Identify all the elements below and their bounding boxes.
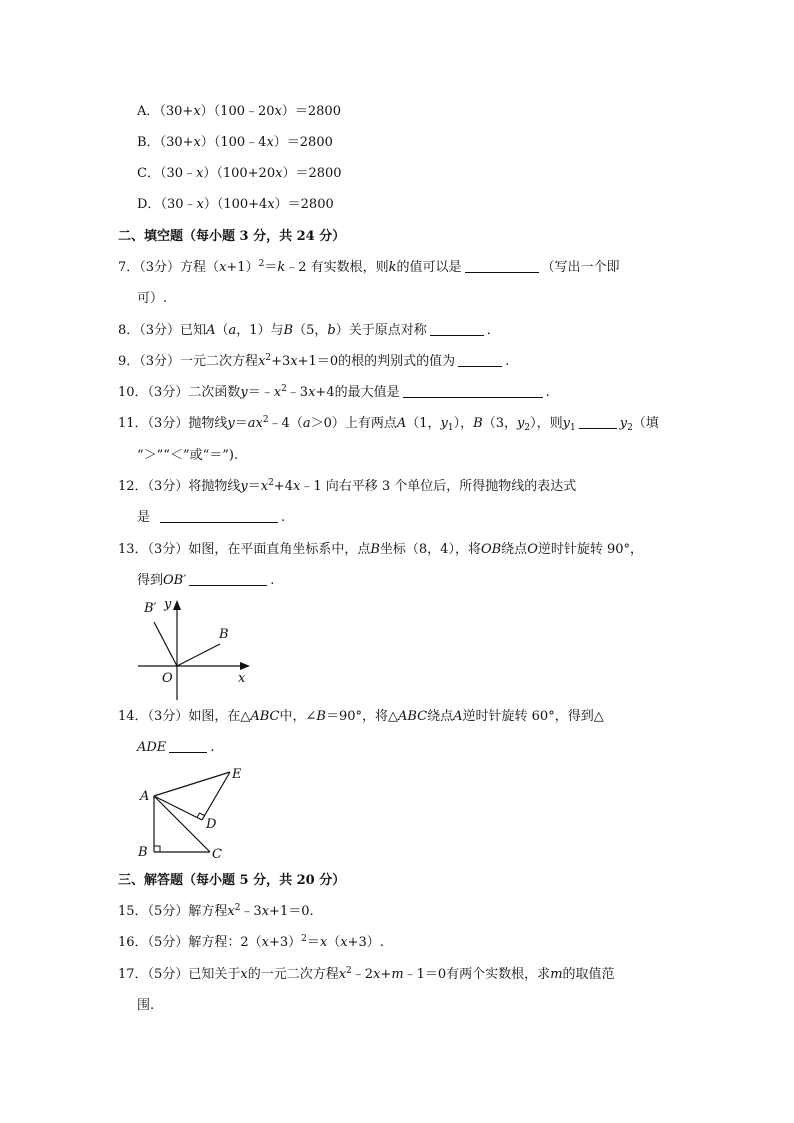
label-c: C [212,847,222,862]
question-16: 16．（5分）解方程：$2(x+3)^2=x(x+3)$. [118,934,384,950]
answer-blank[interactable] [160,508,278,523]
answer-blank[interactable] [189,571,267,586]
option-b: B．（30+x）（100﹣4x）＝2800 [137,135,333,150]
answer-blank[interactable] [403,383,543,398]
answer-blank[interactable] [579,414,617,429]
y-axis-arrow [173,600,181,610]
x-axis-arrow [240,662,250,670]
question-7-continued: 可）. [137,291,168,306]
question-13: 13．（3分）如图，在平面直角坐标系中，点B坐标（8，4），将OB绕点O逆时针旋转 90°， [118,542,644,557]
segment-ob-prime [154,622,177,666]
right-angle-mark-b [154,846,160,852]
question-11: 11．（3分）抛物线$y=ax^2﹣4(a>0)$上有两点A（1，$y_1$），B（3，$y_2$），则$y_1$ $y_2$（填 [118,415,659,433]
option-d: D．（30﹣x）（100+4x）＝2800 [137,197,334,212]
option-a: A．（30+x）（100﹣20x）＝2800 [137,104,341,119]
answer-blank[interactable] [465,258,539,273]
label-y: y [164,597,172,612]
figure-13-coordinate-rotation [134,592,264,702]
question-10: 10．（3分）二次函数$y=﹣x^2﹣3x+4$的最大值是 . [118,384,550,400]
label-b: B [219,627,229,642]
question-17: 17．（5分）已知关于x的一元二次方程$x^2﹣2x+m﹣1=0$有两个实数根，求m的取值范 [118,966,615,982]
label-b-prime: B′ [144,601,157,616]
segment-ad [154,796,202,820]
question-13-continued: 得到OB′ . [137,573,275,588]
section-3-title: 三、解答题（每小题 5 分，共 20 分） [118,873,346,888]
label-o: O [162,671,173,686]
question-14: 14．（3分）如图，在△ABC中，∠B＝90°，将△ABC绕点A逆时针旋转 60°，得到△ [118,709,604,724]
answer-blank[interactable] [430,321,484,336]
label-x: x [238,671,246,686]
question-17-continued: 围. [137,998,155,1013]
label-a: A [140,789,150,804]
label-d: D [206,817,217,832]
question-14-continued: ADE . [137,740,215,755]
question-12-continued: 是 . [137,510,286,525]
figure-14-triangle-rotation [134,762,254,862]
label-b: B [138,845,148,860]
answer-blank[interactable] [458,352,502,367]
option-c: C．（30﹣x）（100+20x）＝2800 [137,166,342,181]
segment-ac [154,796,210,852]
section-2-title: 二、填空题（每小题 3 分，共 24 分） [118,229,346,244]
question-15: 15．（5分）解方程$x^2﹣3x+1=0$. [118,903,314,919]
question-9: 9．（3分）一元二次方程$x^2+3x+1=0$的根的判别式的值为 . [118,353,510,369]
answer-blank[interactable] [169,738,207,753]
segment-ob [177,644,220,666]
question-11-continued: “＞”“＜”或“＝”). [137,448,239,463]
question-7: 7．（3分）方程$(x+1)^2=k﹣2$ 有实数根，则k的值可以是 （写出一个即 [118,259,620,275]
label-e: E [232,767,242,782]
question-8: 8．（3分）已知A（a，1）与B（5，b）关于原点对称 ． [118,323,500,338]
question-12: 12．（3分）将抛物线$y=x^2+4x﹣1$ 向右平移 3 个单位后，所得抛物线的表达式 [118,478,577,494]
